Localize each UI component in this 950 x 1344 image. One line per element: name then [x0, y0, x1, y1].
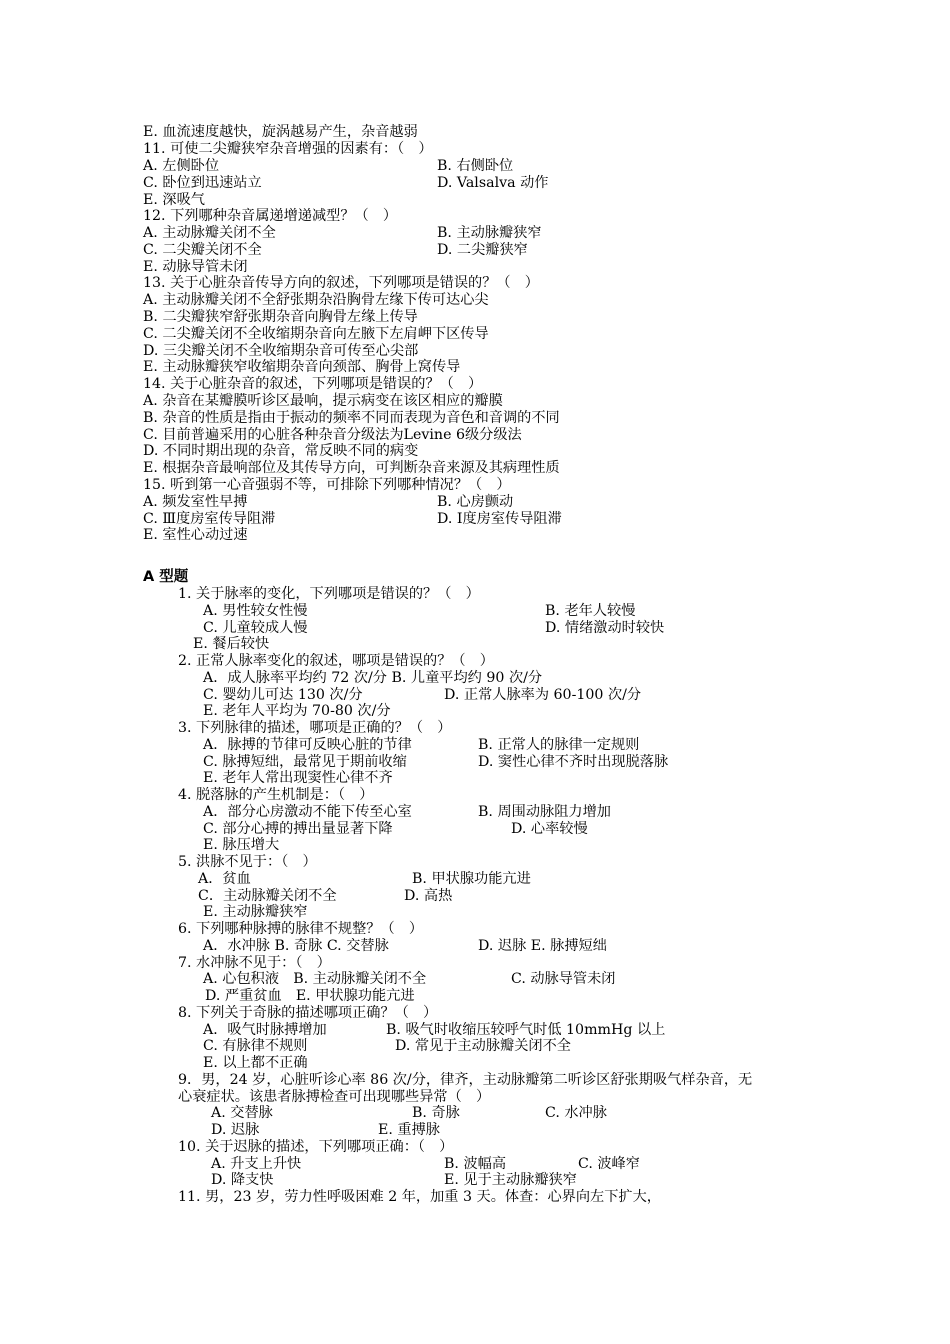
q10-option-a: A. 升支上升快: [211, 1156, 302, 1172]
q15-option-a: A. 频发室性早搏: [143, 494, 248, 510]
q13-option-a: A. 主动脉瓣关闭不全舒张期杂沿胸骨左缘下传可达心尖: [143, 292, 489, 308]
q9-option-d: D. 迟脉: [211, 1122, 260, 1138]
q14-option-a: A. 杂音在某瓣膜听诊区最响，提示病变在该区相应的瓣膜: [143, 393, 503, 409]
q5-option-a: A．贫血: [198, 871, 251, 887]
q8-option-d: D. 常见于主动脉瓣关闭不全: [395, 1038, 571, 1054]
q12-option-a: A. 主动脉瓣关闭不全: [143, 225, 276, 241]
q5-option-d: D. 高热: [404, 888, 453, 904]
q3-option-d: D. 窦性心律不齐时出现脱落脉: [478, 754, 669, 770]
question-2-stem: 2. 正常人脉率变化的叙述，哪项是错误的？（ ）: [178, 653, 494, 669]
q2-option-e: E. 老年人平均为 70-80 次/分: [203, 703, 391, 719]
q11-option-d: D. Valsalva 动作: [437, 175, 549, 191]
question-10-stem: 10. 关于迟脉的描述，下列哪项正确：（ ）: [178, 1139, 454, 1155]
question-8-stem: 8. 下列关于奇脉的描述哪项正确？（ ）: [178, 1005, 438, 1021]
q7-option-de: D. 严重贫血 E. 甲状腺功能亢进: [205, 988, 415, 1004]
q5-option-c: C．主动脉瓣关闭不全: [198, 888, 337, 904]
question-5-stem: 5. 洪脉不见于：（ ）: [178, 854, 317, 870]
option-e-q10-tail: E. 血流速度越快，旋涡越易产生，杂音越弱: [143, 124, 418, 140]
q13-option-d: D. 三尖瓣关闭不全收缩期杂音可传至心尖部: [143, 343, 419, 359]
q13-option-e: E. 主动脉瓣狭窄收缩期杂音向颈部、胸骨上窝传导: [143, 359, 461, 375]
q15-option-e: E. 室性心动过速: [143, 527, 248, 543]
question-13-stem: 13. 关于心脏杂音传导方向的叙述，下列哪项是错误的？（ ）: [143, 275, 539, 291]
q2-option-c: C. 婴幼儿可达 130 次/分: [203, 687, 363, 703]
q1-option-c: C. 儿童较成人慢: [203, 620, 308, 636]
q14-option-c: C. 目前普遍采用的心脏各种杂音分级法为Levine 6级分级法: [143, 427, 522, 443]
q3-option-b: B. 正常人的脉律一定规则: [478, 737, 640, 753]
q12-option-e: E. 动脉导管未闭: [143, 259, 248, 275]
question-6-stem: 6. 下列哪种脉搏的脉律不规整？（ ）: [178, 921, 424, 937]
q14-option-e: E. 根据杂音最响部位及其传导方向，可判断杂音来源及其病理性质: [143, 460, 560, 476]
q5-option-b: B. 甲状腺功能亢进: [412, 871, 531, 887]
q1-option-b: B. 老年人较慢: [545, 603, 636, 619]
q14-option-d: D. 不同时期出现的杂音，常反映不同的病变: [143, 443, 419, 459]
q9-option-b: B. 奇脉: [412, 1105, 460, 1121]
q8-option-e: E. 以上都不正确: [203, 1055, 308, 1071]
q1-option-e: E. 餐后较快: [193, 636, 270, 652]
q7-option-ab: A. 心包积液 B. 主动脉瓣关闭不全: [203, 971, 427, 987]
q4-option-c: C. 部分心搏的搏出量显著下降: [203, 821, 393, 837]
q4-option-d: D. 心率较慢: [511, 821, 588, 837]
question-15-stem: 15. 听到第一心音强弱不等，可排除下列哪种情况？（ ）: [143, 477, 511, 493]
question-12-stem: 12. 下列哪种杂音属递增递减型？（ ）: [143, 208, 398, 224]
q13-option-b: B. 二尖瓣狭窄舒张期杂音向胸骨左缘上传导: [143, 309, 418, 325]
question-9-stem-line1: 9．男，24 岁，心脏听诊心率 86 次/分，律齐，主动脉瓣第二听诊区舒张期吸气样杂音，无: [178, 1072, 753, 1088]
q9-option-e: E. 重搏脉: [378, 1122, 440, 1138]
q7-option-c: C. 动脉导管未闭: [511, 971, 616, 987]
q10-option-e: E. 见于主动脉瓣狭窄: [444, 1172, 577, 1188]
q15-option-c: C. Ⅲ度房室传导阻滞: [143, 511, 276, 527]
q15-option-b: B. 心房颤动: [437, 494, 514, 510]
q10-option-b: B. 波幅高: [444, 1156, 507, 1172]
q10-option-d: D. 降支快: [211, 1172, 274, 1188]
q1-option-a: A. 男性较女性慢: [203, 603, 308, 619]
q12-option-c: C. 二尖瓣关闭不全: [143, 242, 262, 258]
q8-option-a: A．吸气时脉搏增加: [203, 1022, 327, 1038]
q10-option-c: C. 波峰窄: [578, 1156, 640, 1172]
question-3-stem: 3. 下列脉律的描述，哪项是正确的？（ ）: [178, 720, 452, 736]
question-1-stem: 1. 关于脉率的变化，下列哪项是错误的？（ ）: [178, 586, 480, 602]
q4-option-a: A．部分心房激动不能下传至心室: [203, 804, 412, 820]
q8-option-b: B. 吸气时收缩压较呼气时低 10mmHg 以上: [386, 1022, 666, 1038]
q2-option-d: D. 正常人脉率为 60-100 次/分: [444, 687, 642, 703]
q8-option-c: C. 有脉律不规则: [203, 1038, 308, 1054]
section-heading: A 型题: [143, 569, 189, 585]
q2-option-ab: A．成人脉率平均约 72 次/分 B. 儿童平均约 90 次/分: [203, 670, 543, 686]
q12-option-b: B. 主动脉瓣狭窄: [437, 225, 542, 241]
question-14-stem: 14. 关于心脏杂音的叙述，下列哪项是错误的？（ ）: [143, 376, 483, 392]
q11-option-b: B. 右侧卧位: [437, 158, 514, 174]
q5-option-e: E. 主动脉瓣狭窄: [203, 904, 308, 920]
q3-option-e: E. 老年人常出现窦性心律不齐: [203, 770, 393, 786]
q15-option-d: D. Ⅰ度房室传导阻滞: [437, 511, 562, 527]
question-4-stem: 4. 脱落脉的产生机制是：（ ）: [178, 787, 374, 803]
q4-option-b: B. 周围动脉阻力增加: [478, 804, 611, 820]
q9-option-a: A. 交替脉: [211, 1105, 273, 1121]
question-9-stem-line2: 心衰症状。该患者脉搏检查可出现哪些异常（ ）: [178, 1089, 491, 1105]
q12-option-d: D. 二尖瓣狭窄: [437, 242, 528, 258]
q4-option-e: E. 脉压增大: [203, 837, 280, 853]
question-7-stem: 7. 水冲脉不见于：（ ）: [178, 955, 331, 971]
question-11-stem: 11. 男，23 岁，劳力性呼吸困难 2 年，加重 3 天。体查：心界向左下扩大，: [178, 1189, 661, 1205]
q11-option-c: C. 卧位到迅速站立: [143, 175, 262, 191]
q13-option-c: C. 二尖瓣关闭不全收缩期杂音向左腋下左肩岬下区传导: [143, 326, 489, 342]
q11-option-e: E. 深吸气: [143, 192, 205, 208]
q11-option-a: A. 左侧卧位: [143, 158, 220, 174]
q6-option-abc: A．水冲脉 B. 奇脉 C. 交替脉: [203, 938, 389, 954]
q3-option-c: C. 脉搏短绌，最常见于期前收缩: [203, 754, 407, 770]
question-11-stem: 11. 可使二尖瓣狭窄杂音增强的因素有：（ ）: [143, 141, 433, 157]
q1-option-d: D. 情绪激动时较快: [545, 620, 665, 636]
q3-option-a: A．脉搏的节律可反映心脏的节律: [203, 737, 412, 753]
q14-option-b: B. 杂音的性质是指由于振动的频率不同而表现为音色和音调的不同: [143, 410, 560, 426]
q9-option-c: C. 水冲脉: [545, 1105, 607, 1121]
q6-option-de: D. 迟脉 E. 脉搏短绌: [478, 938, 607, 954]
